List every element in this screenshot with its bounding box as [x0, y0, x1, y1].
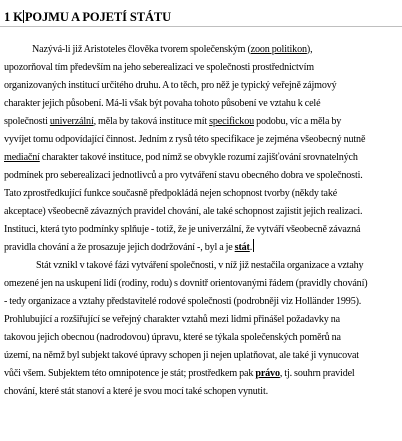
text-run: - tedy organizace a vztahy představitelé rodové společnosti (podrobněji viz Holländer 1995). — [4, 296, 362, 307]
text-line — [4, 59, 314, 77]
underlined-term: stát — [234, 242, 250, 253]
text-line — [4, 329, 341, 347]
text-line — [32, 41, 312, 59]
text-run: pravidla chování a že prosazuje jejich dodržování -, byl a je — [4, 242, 235, 253]
underlined-term: zoon politikon — [250, 44, 307, 55]
text-run: podobu, víc a měla by — [254, 116, 342, 127]
heading-text-start: 1 K — [4, 10, 23, 24]
text-line — [4, 131, 365, 149]
text-run: , měla by taková instituce mít — [93, 116, 210, 127]
text-run: omezené jen na uskupení lidí (rodiny, rodu) s dovnitř orientovanými řádem (pravidly chování) — [4, 278, 368, 289]
text-run: organizovaných institucí určitého druhu. A to těch, pro něž je typický veřejně zájmový — [4, 80, 337, 91]
text-line — [4, 275, 367, 293]
text-line — [4, 95, 320, 113]
text-line — [4, 203, 362, 221]
text-cursor — [253, 239, 254, 252]
text-line — [36, 257, 363, 275]
text-line — [4, 383, 268, 401]
text-run: charakter jejich působení. Má-li však být povaha tohoto působení ve vztahu k celé — [4, 98, 321, 109]
chapter-heading — [4, 9, 171, 25]
text-line — [4, 149, 358, 167]
text-run: vůči všem. Subjektem této omnipotence je stát; prostředkem pak — [4, 368, 256, 379]
underlined-term: specifickou — [209, 116, 254, 127]
text-line — [4, 311, 340, 329]
heading-divider — [0, 26, 402, 27]
text-run: vyvíjet tomu odpovídající činnost. Jedním z rysů této specifikace je zejména všeobecný nutně — [4, 134, 366, 145]
underlined-term: univerzální — [49, 116, 94, 127]
text-run: Prohlubující a rozšiřující se veřejný charakter vztahů mezi lidmi přinášel požadavky na — [4, 314, 340, 325]
underlined-term: právo — [255, 368, 280, 379]
text-run: Instituci, která tyto podmínky splňuje - totiž, že je univerzální, že vytváří všeobecně závazná — [4, 224, 361, 235]
text-line — [4, 347, 359, 365]
text-run: území, na němž byl subjekt takové úpravy schopen ji nejen uplatňovat, ale také ji vynucovat — [4, 350, 359, 361]
text-run: Stát vznikl v takové fázi vytváření společnosti, v níž již nestačila organizace a vztahy — [36, 260, 364, 271]
text-run: chování, které stát stanoví a které je svou mocí také schopen vynutit. — [4, 386, 268, 397]
text-line — [4, 293, 361, 311]
text-run: takovou jejich obecnou (nadrodovou) úpravu, které se týkala společenských poměrů na — [4, 332, 341, 343]
text-run: Tato zprostředkující funkce současně předpokládá nejen schopnost tvorby (někdy také — [4, 188, 338, 199]
text-line — [4, 221, 360, 239]
underlined-term: mediační — [4, 152, 40, 163]
text-line — [4, 185, 337, 203]
text-line — [4, 239, 254, 257]
text-run: charakter takové instituce, pod nímž se obvykle rozumí zajišťování srovnatelných — [39, 152, 358, 163]
text-run: upozorňoval tím především na jeho seberealizaci ve společnosti prostřednictvím — [4, 62, 314, 73]
text-run: akceptace) všeobecně závazných pravidel chování, ale také schopnost zajistit jejich realizaci. — [4, 206, 363, 217]
text-run: ), — [306, 44, 313, 55]
text-line — [4, 167, 363, 185]
text-line — [4, 365, 355, 383]
text-run: společnosti — [4, 116, 50, 127]
text-run: Nazývá-li již Aristoteles člověka tvorem společenským ( — [32, 44, 251, 55]
heading-text-end: POJMU A POJETÍ STÁTU — [24, 10, 172, 24]
text-run: podmínek pro seberealizaci jednotlivců a pro vytváření stavu obecného dobra ve společnosti. — [4, 170, 363, 181]
text-line — [4, 77, 337, 95]
text-run: . — [249, 242, 253, 253]
text-line — [4, 113, 341, 131]
text-run: , tj. souhrn pravidel — [279, 368, 355, 379]
